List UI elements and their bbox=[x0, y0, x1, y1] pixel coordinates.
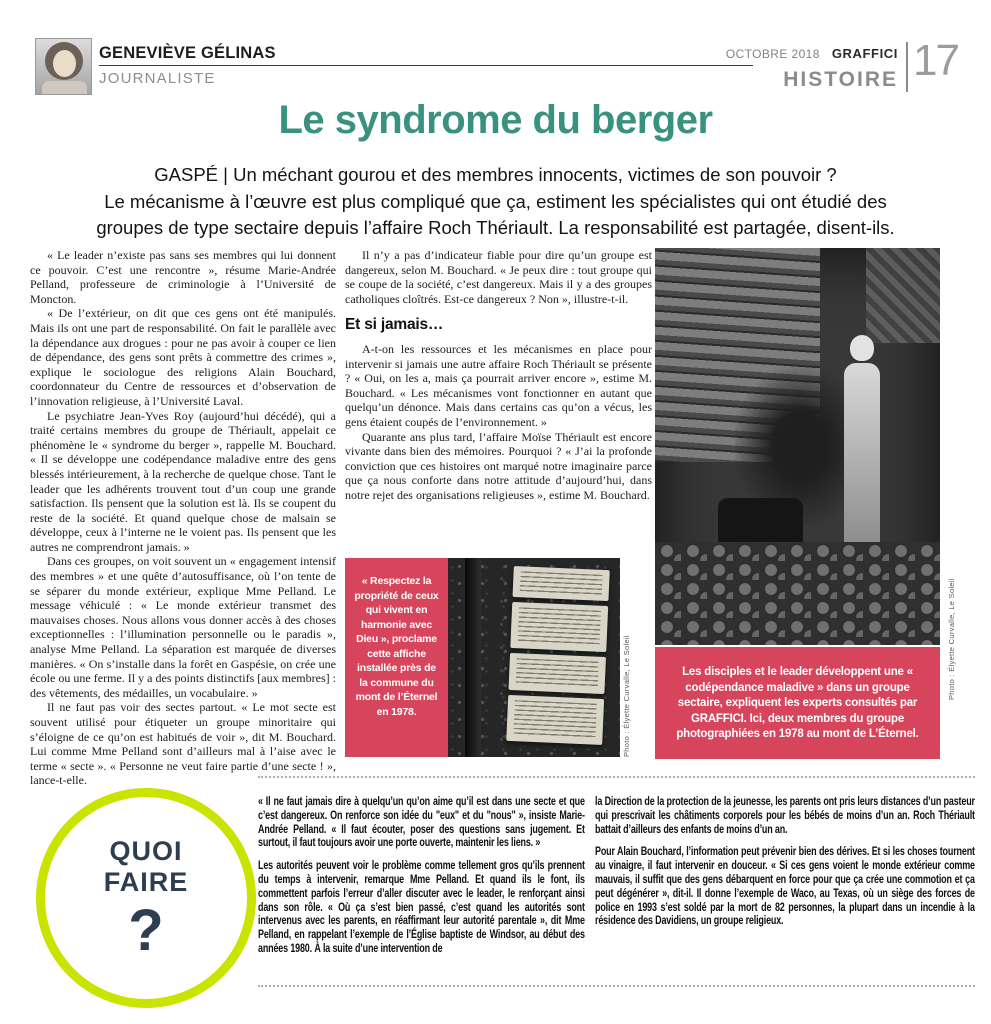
body-paragraph: « De l’extérieur, on dit que ces gens ont été manipulés. Mais ils ont une part de responsabilité. On fait le parallèle avec la dépendance aux drogues : pour ne pas avoir à couper ce lien de dépendance, des gens sont prêts à commettre des crimes », explique le sociologue des religions Alain Bouchard, coordonnateur du Centre de ressources et d’observation de l’innovation religieuse, à l’Université Laval. bbox=[30, 306, 336, 408]
advice-paragraph: Pour Alain Bouchard, l’information peut prévenir bien des dérives. Et si les choses tournent au vinaigre, il faut intervenir en douceur. « Si ces gens voient le monde extérieur comme mauvais, il suffit que des gens débarquent en force pour que ça crée une commotion et ça peut dégénérer », dit-il. Il donne l’exemple de Waco, au Texas, où un siège des forces de police en 1993 s’est soldé par la mort de 82 personnes, la plupart dans un incendie à la résidence des Davidiens, un groupe religieux. bbox=[595, 846, 975, 928]
sign-text-lines bbox=[516, 658, 599, 689]
dotted-divider-bottom bbox=[258, 985, 975, 987]
dotted-divider-top bbox=[258, 776, 975, 778]
section-label: HISTOIRE bbox=[783, 68, 898, 91]
advice-paragraph: la Direction de la protection de la jeunesse, les parents ont pris leurs distances d’un pasteur qui prescrivait les châtiments corporels pour les bébés de moins d’un an. Roch Thériault battait d’ailleurs des enfants de moins d’un an. bbox=[595, 796, 975, 836]
members-photo-caption: Les disciples et le leader développent une « codépendance maladive » dans un groupe sectaire, expliquent les experts consultés par GRAFFICI. Ici, deux membres du groupe photographiées en 1978 au mont de L’Éternel. bbox=[655, 647, 940, 759]
quoi-faire-word: FAIRE bbox=[103, 867, 189, 897]
body-paragraph: Dans ces groupes, on voit souvent un « engagement intensif des membres » et une quête d’autosuffisance, où l’on tente de se séparer du monde extérieur, explique Mme Pelland. Le message véhiculé : « Le monde extérieur transmet des mauvaises choses. Nous allons vous donner accès à des choses exceptionnelles : l’illumination personnelle ou le paradis », analyse Mme Pelland. La séparation est marquée de diverses manières. « On s’installe dans la forêt en Gaspésie, on crée une école ou une ferme. Il y a des points distinctifs [aux membres] : des vêtements, des médailles, un vocabulaire. » bbox=[30, 554, 336, 700]
wall-tile-texture bbox=[866, 248, 940, 343]
body-paragraph: Il n’y a pas d’indicateur fiable pour dire qu’un groupe est dangereux, selon M. Bouchard. « Je peux dire : tout groupe qui se coupe de la société, c’est dangereux. Mais il y a des groupes catholiques cloîtrés. Est-ce dangereux ? Non », illustre-t-il. bbox=[345, 248, 652, 306]
section-subhead: Et si jamais… bbox=[345, 316, 444, 334]
advice-column-2 bbox=[595, 796, 975, 938]
forest-sign-photo bbox=[448, 558, 620, 757]
body-paragraph: A-t-on les ressources et les mécanismes en place pour intervenir si jamais une autre affaire Roch Thériault se présente ? « Oui, on les a, mais ça pourrait arriver encore », estime M. Bouchard. « Les mécanismes vont fonctionner en autant que quelqu’un dénonce. Mais dans certains cas qu’on a vécus, les gens étaient coupés de l’environnement. » bbox=[345, 341, 652, 429]
body-paragraph: Quarante ans plus tard, l’affaire Moïse Thériault est encore vivante dans bien des mémoires. Pourquoi ? « J’ai la profonde conviction que ces histoires ont marqué notre imaginaire parce que ça nous conforte dans notre attitude d’aujourd’hui, dans notre rejet des organisations religieuses », estime M. Bouchard. bbox=[345, 429, 652, 502]
body-paragraph: Il ne faut pas voir des sectes partout. « Le mot secte est souvent utilisé pour étiqueter un groupe minoritaire qui s’éloigne de ce qu’on est habitués de voir », dit M. Bouchard. Lui comme Mme Pelland sont d’ailleurs mal à l’aise avec le terme « secte ». « Personne ne veut faire partie d’une secte ! », lance-t-elle. bbox=[30, 700, 336, 788]
portrait-face-shape bbox=[53, 50, 76, 77]
header-meta bbox=[580, 45, 898, 92]
magazine-name: GRAFFICI bbox=[831, 46, 898, 61]
page-number: 17 bbox=[913, 36, 958, 85]
sign-board bbox=[506, 695, 604, 745]
article-column-2 bbox=[345, 248, 652, 503]
lede-line: groupes de type sectaire depuis l’affaire Roch Thériault. La responsabilité est partagée, disent-ils. bbox=[96, 217, 895, 238]
lede-line: Le mécanisme à l’œuvre est plus compliqué que ça, estiment les spécialistes qui ont étudié des bbox=[104, 190, 887, 212]
cobblestone-floor-texture bbox=[655, 542, 940, 645]
article-lede bbox=[0, 162, 991, 242]
issue-date: OCTOBRE 2018 bbox=[725, 47, 820, 61]
tree-trunk-shape bbox=[465, 558, 480, 757]
page-number-separator bbox=[906, 42, 908, 92]
cabin-interior-photo bbox=[655, 248, 940, 645]
sign-board bbox=[508, 653, 606, 694]
photo-credit: Photo : Élyette Curvalle, Le Soleil bbox=[622, 635, 631, 757]
author-name: GENEVIÈVE GÉLINAS bbox=[99, 44, 276, 62]
article-column-1 bbox=[30, 248, 336, 788]
advice-paragraph: Les autorités peuvent voir le problème comme tellement gros qu’ils prennent du temps à intervenir, remarque Mme Pelland. Et quand ils le font, ils commettent parfois l’erreur d’aller discuter avec le leader, le renforçant ainsi dans son rôle. « Où ça s’est bien passé, c’est quand les autorités sont intervenus avec les parents, en réaffirmant leur autorité parentale », dit Mme Pelland, en rappelant l’exemple de l’Église baptiste de Windsor, au début des années 1980. À la suite d’une intervention de bbox=[258, 860, 585, 955]
question-mark: ? bbox=[128, 898, 164, 963]
author-portrait-photo bbox=[35, 38, 92, 95]
advice-paragraph: « Il ne faut jamais dire à quelqu’un qu’on aime qu’il est dans une secte et que c’est dangereux. On renforce son idée du "eux" et du "nous" », insiste Marie-Andrée Pelland. « Il faut écouter, poser des questions sans jugement. Et surtout, il faut toujours avoir une porte ouverte, maintenir les liens. » bbox=[258, 796, 585, 850]
body-paragraph: « Le leader n’existe pas sans ses membres qui lui donnent ce pouvoir. C’est une rencontre », résume Marie-Andrée Pelland, professeure de criminologie à l’Université de Moncton. bbox=[30, 248, 336, 306]
lede-line: GASPÉ | Un méchant gourou et des membres innocents, victimes de son pouvoir ? bbox=[154, 164, 837, 185]
issue-line bbox=[580, 45, 898, 63]
photo-credit: Photo : Élyette Curvalle, Le Soleil bbox=[947, 578, 956, 700]
figure-body-shape bbox=[844, 363, 880, 551]
quoi-faire-word: QUOI bbox=[109, 836, 183, 866]
portrait-shoulders-shape bbox=[42, 81, 87, 95]
standing-figure-shape bbox=[837, 335, 885, 553]
article-title: Le syndrome du berger bbox=[278, 98, 713, 142]
sign-text-lines bbox=[520, 571, 603, 596]
body-paragraph: Le psychiatre Jean-Yves Roy (aujourd’hui décédé), qui a traité certains membres du groupe de Thériault, appelait ce phénomène le « syndrome du berger », rappelle M. Bouchard. « Il se développe une codépendance maladive entre des gens blessés intérieurement, à la recherche de quelque chose. Tant le leader que les adhérents trouvent tout d’un coup une grande satisfaction. Ils pensent que la solution est là. Ils se coupent du reste de la société. Et quand quelque chose de malsain se développe, ceux à l’interne ne le voient pas. Ils pensent que les autres ne comprendront jamais. » bbox=[30, 408, 336, 554]
quoi-faire-badge bbox=[36, 788, 256, 1008]
advice-column-1 bbox=[258, 796, 585, 966]
figure-head-shape bbox=[850, 335, 874, 361]
sign-board bbox=[512, 566, 610, 602]
sign-text-lines bbox=[517, 608, 601, 647]
sign-board bbox=[510, 602, 608, 652]
sign-photo-caption: « Respectez la propriété de ceux qui vivent en harmonie avec Dieu », proclame cette affiche installée près de la commune du mont de l’Éternel en 1978. bbox=[345, 558, 448, 757]
sign-text-lines bbox=[513, 700, 597, 739]
author-role: JOURNALISTE bbox=[99, 70, 216, 87]
wooden-sign-shape bbox=[506, 566, 610, 745]
